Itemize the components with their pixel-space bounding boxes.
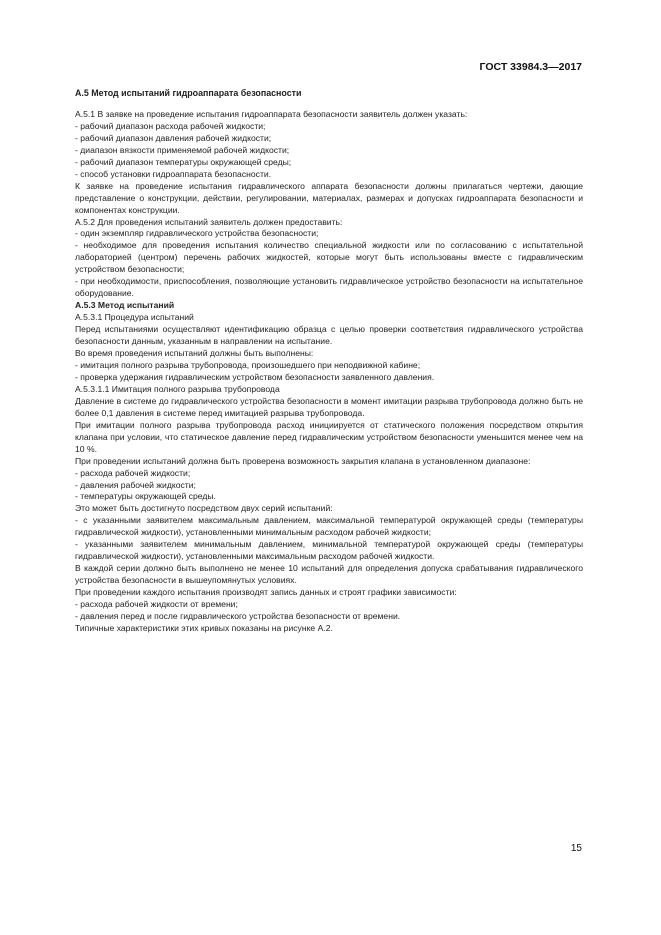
paragraph: Типичные характеристики этих кривых показаны на рисунке А.2.	[75, 622, 333, 633]
section-title: А.5 Метод испытаний гидроаппарата безопасности	[75, 88, 302, 98]
list-item: - давления перед и после гидравлического устройства безопасности от времени.	[75, 610, 401, 621]
paragraph: К заявке на проведение испытания гидравлического аппарата безопасности должны прилагаться чертежи, дающие представление о конструкции, действии, регулировании, материалах, размерах и допусках гидроаппарата безопасности и компонентах конструкции.	[75, 180, 583, 215]
paragraph: Это может быть достигнуто посредством двух серий испытаний:	[75, 503, 333, 514]
list-item: - проверка удержания гидравлическим устройством безопасности заявленного давления.	[75, 371, 435, 382]
list-item: - рабочий диапазон давления рабочей жидкости;	[75, 132, 272, 143]
paragraph: Давление в системе до гидравлического устройства безопасности в момент имитации разрыва трубопровода должно быть не более 0,1 давления в системе перед имитацией разрыва трубопровода.	[75, 395, 583, 418]
list-item: - при необходимости, приспособления, позволяющие установить гидравлическое устройство безопасности на испытательное оборудование.	[75, 276, 583, 299]
paragraph: При проведении каждого испытания производят запись данных и строят графики зависимости:	[75, 587, 457, 598]
list-item: - диапазон вязкости применяемой рабочей жидкости;	[75, 144, 290, 155]
list-item: - расхода рабочей жидкости;	[75, 467, 191, 478]
page-number: 15	[570, 843, 582, 854]
list-item: - рабочий диапазон расхода рабочей жидкости;	[75, 120, 266, 131]
paragraph: А.5.1 В заявке на проведение испытания гидроаппарата безопасности заявитель должен указать:	[75, 108, 468, 119]
list-item: - расхода рабочей жидкости от времени;	[75, 599, 238, 610]
document-header: ГОСТ 33984.3—2017	[479, 61, 582, 73]
paragraph: Во время проведения испытаний должны быть выполнены:	[75, 348, 314, 359]
list-item: - давления рабочей жидкости;	[75, 479, 196, 490]
list-item: - необходимое для проведения испытания количество специальной жидкости или по согласованию с испытательной лабораторией (центром) перечень рабочих жидкостей, которые могут быть использованы вместе с гидравлическим устройством безопасности;	[75, 240, 583, 275]
paragraph: В каждой серии должно быть выполнено не менее 10 испытаний для определения допуска срабатывания гидравлического устройства безопасности в вышеупомянутых условиях.	[75, 563, 583, 586]
list-item: - с указанными заявителем максимальным давлением, максимальной температурой окружающей среды (температуры гидравлической жидкости), установленными минимальным расходом рабочей жидкости;	[75, 515, 583, 538]
subsection-title: А.5.3 Метод испытаний	[75, 300, 175, 311]
list-item: - способ установки гидроаппарата безопасности.	[75, 168, 272, 179]
list-item: - указанными заявителем минимальным давлением, минимальной температурой окружающей среды (температуры гидравлической жидкости), установленными максимальным расходом рабочей жидкости.	[75, 539, 583, 562]
page-content	[75, 88, 583, 635]
paragraph: При проведении испытаний должна быть проверена возможность закрытия клапана в установленном диапазоне:	[75, 455, 531, 466]
paragraph: А.5.3.1.1 Имитация полного разрыва трубопровода	[75, 383, 280, 394]
paragraph: При имитации полного разрыва трубопровода расход инициируется от статического положения посредством открытия клапана при условии, что статическое давление перед гидравлическим устройством безопасности уменьшится менее чем на 10 %.	[75, 419, 583, 454]
paragraph: Перед испытаниями осуществляют идентификацию образца с целью проверки соответствия гидравлического устройства безопасности данным, указанным в направлении на испытание.	[75, 324, 583, 347]
list-item: - имитация полного разрыва трубопровода, произошедшего при неподвижной кабине;	[75, 359, 421, 370]
list-item: - температуры окружающей среды.	[75, 491, 216, 502]
paragraph: А.5.3.1 Процедура испытаний	[75, 312, 194, 323]
paragraph: А.5.2 Для проведения испытаний заявитель должен предоставить:	[75, 216, 343, 227]
list-item: - рабочий диапазон температуры окружающей среды;	[75, 156, 292, 167]
list-item: - один экземпляр гидравлического устройства безопасности;	[75, 228, 319, 239]
